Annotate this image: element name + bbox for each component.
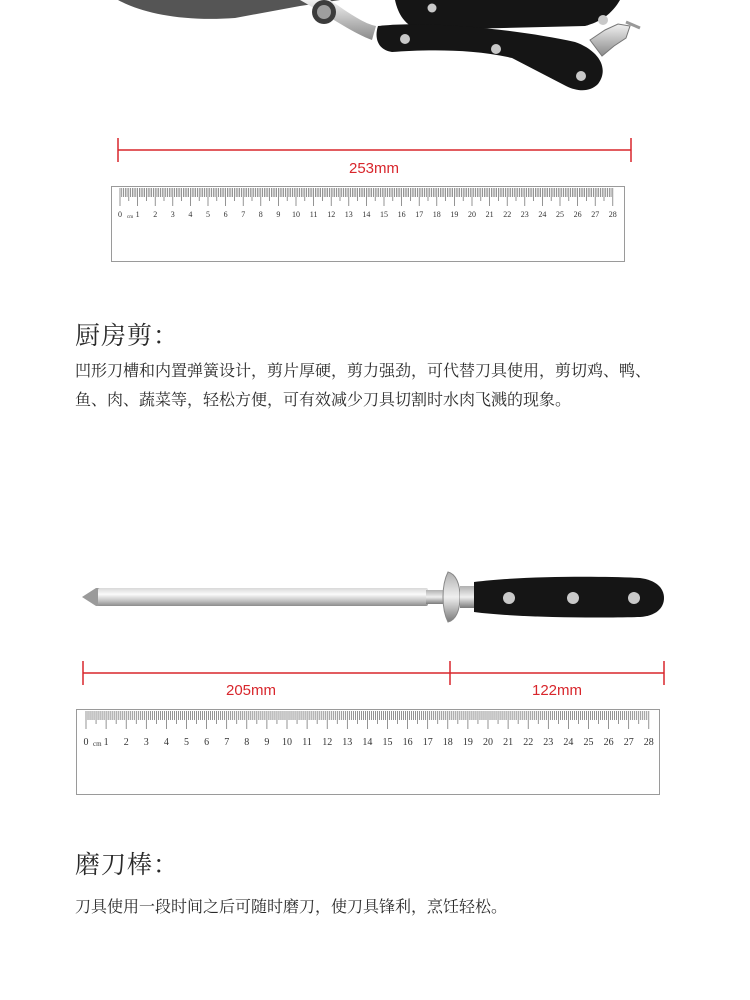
- rod-ruler: [76, 709, 660, 795]
- ruler-number: 21: [503, 737, 514, 748]
- ruler-number: 12: [327, 210, 336, 219]
- ruler-number: 6: [204, 737, 210, 748]
- ruler-number: 10: [282, 737, 292, 748]
- ruler-number: 7: [241, 210, 246, 219]
- scissors-title: 厨房剪：: [75, 321, 180, 350]
- ruler-number: 13: [342, 737, 353, 748]
- scissors-length-label: 253mm: [349, 160, 400, 177]
- ruler-number: 13: [344, 210, 353, 219]
- ruler-number: 1: [135, 210, 140, 219]
- ruler-number: 7: [224, 737, 230, 748]
- ruler-number: 20: [468, 210, 476, 219]
- ruler-number: 28: [608, 210, 617, 219]
- ruler-number: 27: [623, 737, 634, 748]
- ruler-number: 9: [276, 210, 281, 219]
- ruler-number: 24: [538, 210, 547, 219]
- ruler-number: 9: [264, 737, 270, 748]
- ruler-number: 14: [362, 737, 373, 748]
- kitchen-scissors-image: [0, 0, 750, 110]
- ruler-unit: cm: [93, 740, 102, 748]
- sharpening-rod-image: [0, 560, 750, 640]
- ruler-number: 5: [184, 737, 189, 748]
- ruler-number: 3: [170, 210, 175, 219]
- ruler-number: 26: [573, 210, 582, 219]
- ruler-number: 14: [362, 210, 371, 219]
- rod-length-label: 205mm: [226, 682, 277, 699]
- scissors-ruler: [111, 186, 625, 262]
- handle-length-label: 122mm: [532, 682, 583, 699]
- ruler-number: 28: [643, 737, 654, 748]
- ruler-number: 15: [380, 210, 388, 219]
- ruler-number: 23: [520, 210, 529, 219]
- ruler-number: 12: [322, 737, 333, 748]
- ruler-number: 8: [258, 210, 263, 219]
- ruler-number: 25: [583, 737, 594, 748]
- ruler-number: 11: [309, 210, 318, 219]
- ruler-number: 16: [402, 737, 413, 748]
- ruler-number: 1: [103, 737, 109, 748]
- rod-dimension-lines: [0, 659, 750, 689]
- lower-handle: [377, 24, 603, 90]
- ruler-number: 17: [415, 210, 424, 219]
- ruler-number: 19: [462, 737, 473, 748]
- ruler-number: 10: [292, 210, 300, 219]
- ruler-number: 16: [397, 210, 406, 219]
- ruler-number: 19: [450, 210, 459, 219]
- scissors-description: 凹形刀槽和内置弹簧设计，剪片厚硬，剪力强劲，可代替刀具使用，剪切鸡、鸭、鱼、肉、蔬菜等，轻松方便，可有效减少刀具切割时水肉飞溅的现象。: [75, 361, 652, 409]
- ruler-number: 2: [153, 210, 158, 219]
- ruler-number: 0: [83, 737, 89, 748]
- ruler-number: 3: [143, 737, 149, 748]
- ruler-number: 18: [442, 737, 453, 748]
- rod-title: 磨刀棒：: [75, 850, 180, 879]
- ruler-number: 26: [603, 737, 614, 748]
- ruler-number: 18: [432, 210, 441, 219]
- ruler-number: 17: [422, 737, 433, 748]
- ruler-number: 4: [188, 210, 193, 219]
- ruler-number: 15: [382, 737, 393, 748]
- ruler-number: 25: [556, 210, 564, 219]
- ruler-number: 2: [123, 737, 129, 748]
- rod-description: 刀具使用一段时间之后可随时磨刀，使刀具锋利，烹饪轻松。: [75, 897, 508, 916]
- ruler-number: 5: [206, 210, 210, 219]
- ruler-number: 6: [223, 210, 228, 219]
- ruler-number: 27: [591, 210, 600, 219]
- ruler-number: 8: [244, 737, 250, 748]
- rod-shaft: [98, 588, 428, 606]
- ruler-number: 22: [523, 737, 534, 748]
- ruler-unit: cm: [127, 215, 134, 220]
- ruler-number: 24: [563, 737, 574, 748]
- ruler-number: 23: [543, 737, 554, 748]
- ruler-number: 4: [163, 737, 169, 748]
- ruler-number: 21: [485, 210, 494, 219]
- ruler-number: 20: [483, 737, 493, 748]
- ruler-number: 22: [503, 210, 512, 219]
- ruler-number: 11: [302, 737, 312, 748]
- ruler-number: 0: [118, 210, 122, 219]
